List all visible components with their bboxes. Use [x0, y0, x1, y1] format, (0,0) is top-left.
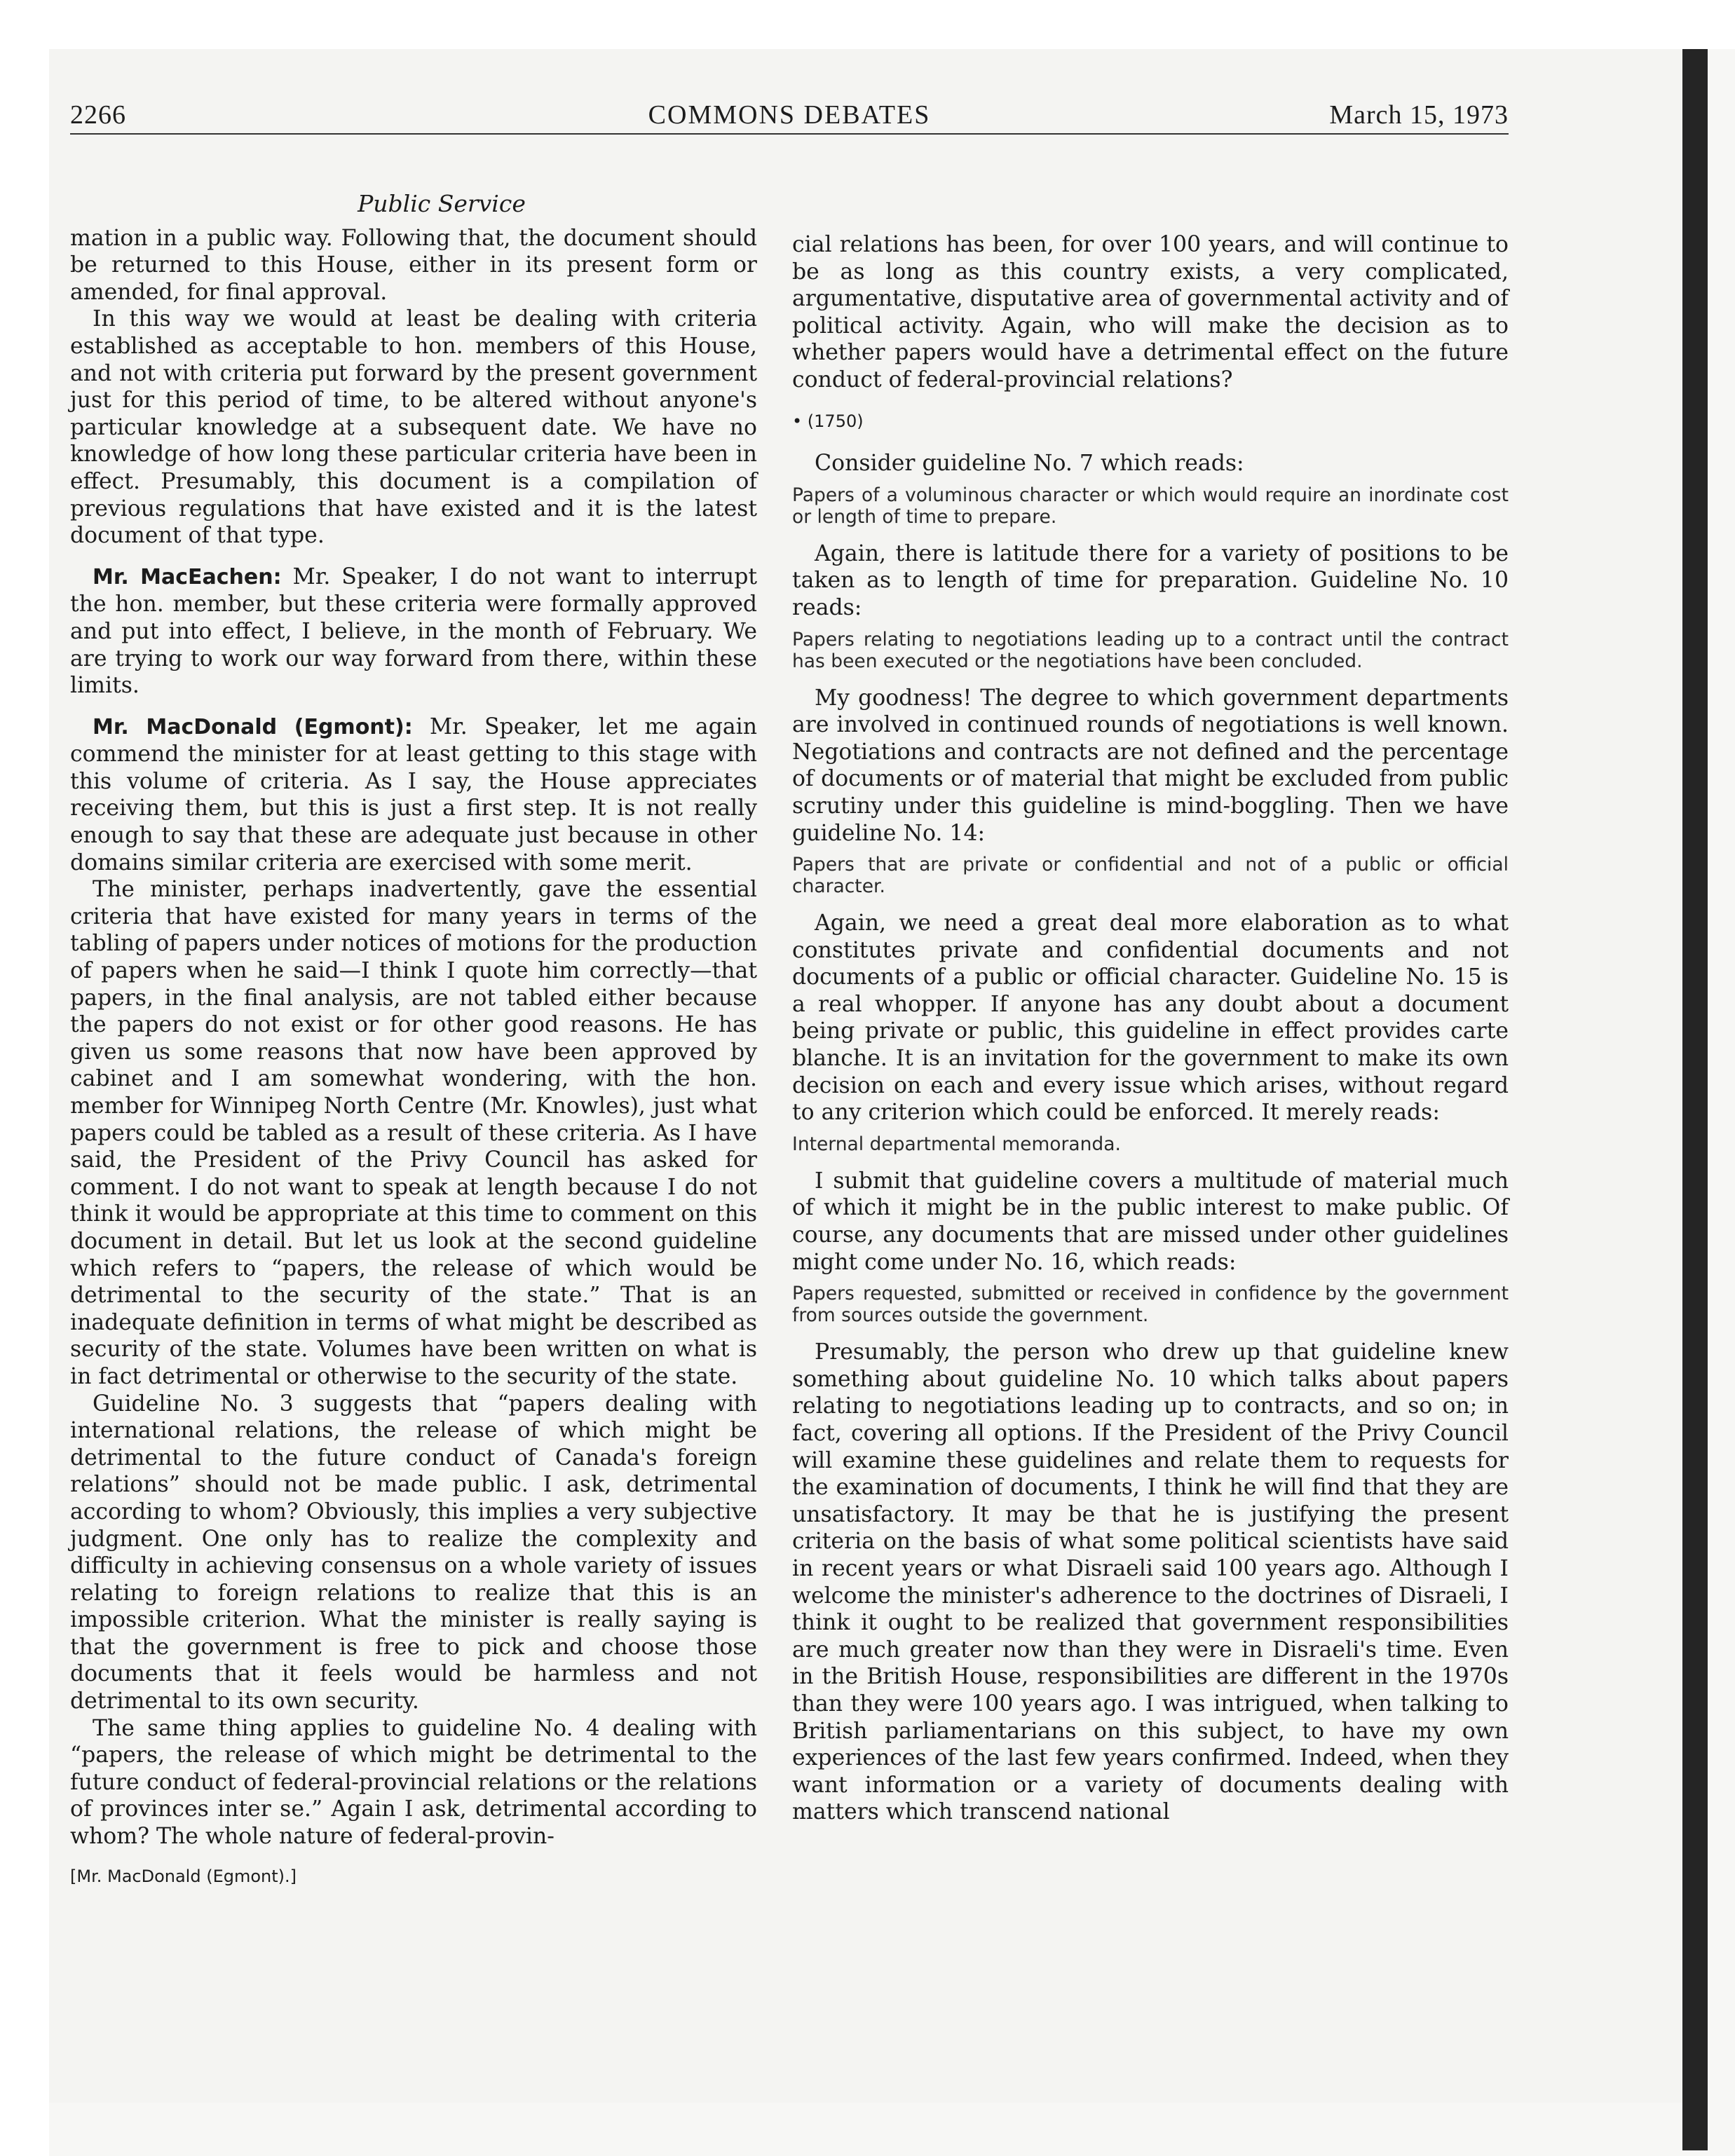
- scan-margin-top: [0, 0, 1735, 49]
- paragraph: In this way we would at least be dealing with criteria established as acceptable to hon. members of this House, and not with criteria put forward by the present government just for this period of time, to be altered without anyone's particular knowledge at a subsequent date. We have no knowledge of how long these particular criteria have been in effect. Presumably, this document is a compilation of previous regulations that have existed and it is the latest document of that type.: [70, 306, 757, 549]
- guideline-quote: Papers requested, submitted or received in confidence by the government from sources outside the government.: [792, 1283, 1509, 1327]
- page-number: 2266: [70, 100, 126, 130]
- guideline-quote: Papers that are private or confidential and not of a public or official character.: [792, 854, 1509, 898]
- timestamp: • (1750): [792, 411, 864, 431]
- section-title: Public Service: [358, 190, 526, 217]
- paragraph: mation in a public way. Following that, the document should be returned to this House, either in its present form or amended, for final approval.: [70, 225, 757, 305]
- publication-title: COMMONS DEBATES: [648, 100, 931, 130]
- paragraph: The same thing applies to guideline No. 4 dealing with “papers, the release of which might be detrimental to the future conduct of federal-provincial relations or the relations of provinces inter se.” Again I ask, detrimental according to whom? The whole nature of federal-provin-: [70, 1715, 757, 1850]
- paragraph: cial relations has been, for over 100 years, and will continue to be as long as this country exists, a very complicated, argumentative, disputative area of governmental activity and of political activity. Again, who will make the decision as to whether papers would have a detrimental effect on the future conduct of federal-provincial relations?: [792, 232, 1509, 393]
- left-column: [70, 191, 757, 1890]
- scan-margin-left: [0, 0, 49, 2156]
- running-header: [70, 91, 1509, 135]
- issue-date: March 15, 1973: [1329, 100, 1509, 130]
- paragraph: The minister, perhaps inadvertently, gave the essential criteria that have existed for many years in terms of the tabling of papers under notices of motions for the production of papers when he said—I think I quote him correctly—that papers, in the final analysis, are not tabled either because the papers do not exist or for other good reasons. He has given us some reasons that now have been approved by cabinet and I am somewhat wondering, with the hon. member for Winnipeg North Centre (Mr. Knowles), just what papers could be tabled as a result of these criteria. As I have said, the President of the Privy Council has asked for comment. I do not want to speak at length because I do not think it would be appropriate at this time to comment on this document in detail. But let us look at the second guideline which refers to “papers, the release of which would be detrimental to the security of the state.” That is an inadequate definition in terms of what might be described as security of the state. Volumes have been written on what is in fact detrimental or otherwise to the security of the state.: [70, 877, 757, 1389]
- paragraph: My goodness! The degree to which government departments are involved in continued rounds of negotiations is well known. Negotiations and contracts are not defined and the percentage of documents or of material that might be excluded from public scrutiny under this guideline is mind-boggling. Then we have guideline No. 14:: [792, 685, 1509, 846]
- speech-paragraph: [70, 714, 757, 877]
- paragraph: Presumably, the person who drew up that guideline knew something about guideline No. 10 which talks about papers relating to negotiations leading up to contracts, and so on; in fact, covering all options. If the President of the Privy Council will examine these guidelines and relate them to requests for the examination of documents, I think he will find that they are unsatisfactory. It may be that he is justifying the present criteria on the basis of what some political scientists have said in recent years or what Disraeli said 100 years ago. Although I welcome the minister's adherence to the doctrines of Disraeli, I think it ought to be realized that government responsibilities are much greater now than they were in Disraeli's time. Even in the British House, responsibilities are different in the 1970s than they were 100 years ago. I was intrigued, when talking to British parliamentarians on this subject, to have my own experiences of the last few years confirmed. Indeed, when they want information or a variety of documents dealing with matters which transcend national: [792, 1339, 1509, 1825]
- paragraph: Again, there is latitude there for a variety of positions to be taken as to length of time for preparation. Guideline No. 10 reads:: [792, 540, 1509, 620]
- speech-text: Mr. Speaker, let me again commend the minister for at least getting to this stage with this volume of criteria. As I say, the House appreciates receiving them, but this is just a first step. It is not really enough to say that these are adequate just because in other domains similar criteria are exercised with some merit.: [70, 714, 757, 875]
- paragraph: Again, we need a great deal more elaboration as to what constitutes private and confidential documents and not documents of a public or official character. Guideline No. 15 is a real whopper. If anyone has any doubt about a document being private or public, this guideline in effect provides carte blanche. It is an invitation for the government to make its own decision on each and every issue which arises, without regard to any criterion which could be enforced. It merely reads:: [792, 910, 1509, 1126]
- speech-paragraph: [70, 564, 757, 700]
- guideline-quote: Internal departmental memoranda.: [792, 1133, 1121, 1155]
- paragraph: Guideline No. 3 suggests that “papers dealing with international relations, the release of which might be detrimental to the future conduct of Canada's foreign relations” should not be made public. I ask, detrimental according to whom? Obviously, this implies a very subjective judgment. One only has to realize the complexity and difficulty in achieving consensus on a whole variety of issues relating to foreign relations to realize that this is an impossible criterion. What the minister is really saying is that the government is free to pick and choose those documents that it feels would be harmless and not detrimental to its own security.: [70, 1391, 757, 1714]
- guideline-quote: Papers relating to negotiations leading up to a contract until the contract has been executed or the negotiations have been concluded.: [792, 628, 1509, 672]
- guideline-quote: Papers of a voluminous character or which would require an inordinate cost or length of time to prepare.: [792, 484, 1509, 528]
- speaker-name: Mr. MacEachen:: [93, 564, 282, 589]
- paragraph: I submit that guideline covers a multitude of material much of which it might be in the public interest to make public. Of course, any documents that are missed under other guidelines might come under No. 16, which reads:: [792, 1168, 1509, 1275]
- speech-text: Mr. Speaker, I do not want to interrupt the hon. member, but these criteria were formally approved and put into effect, I believe, in the month of February. We are trying to work our way forward from there, within these limits.: [70, 564, 758, 699]
- scan-edge-shadow: [1682, 49, 1708, 2150]
- right-column: [792, 231, 1509, 1826]
- speaker-attribution: [Mr. MacDonald (Egmont).]: [70, 1866, 297, 1886]
- speaker-name: Mr. MacDonald (Egmont):: [93, 714, 413, 739]
- paragraph: Consider guideline No. 7 which reads:: [815, 451, 1244, 477]
